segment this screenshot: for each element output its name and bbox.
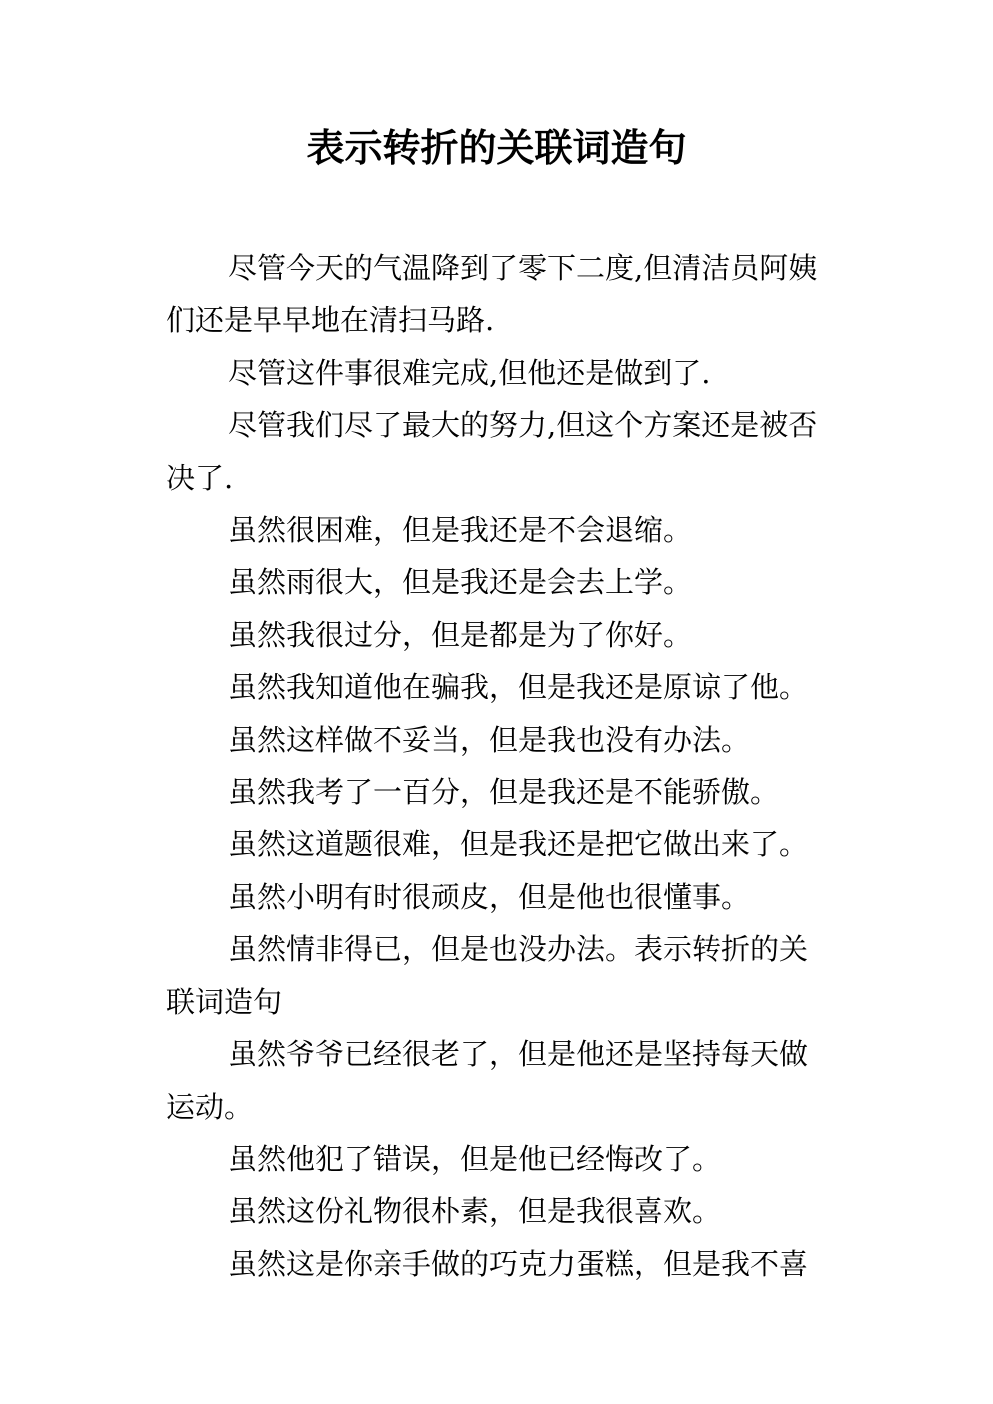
paragraph: 虽然我知道他在骗我，但是我还是原谅了他。 [228, 670, 809, 705]
paragraph: 虽然情非得已，但是也没办法。表示转折的关联词造句 [166, 932, 809, 1019]
document-title: 表示转折的关联词造句 [306, 126, 687, 170]
paragraph: 虽然很困难，但是我还是不会退缩。 [228, 513, 693, 548]
paragraph: 虽然我很过分，但是都是为了你好。 [228, 617, 693, 652]
paragraph: 虽然这份礼物很朴素，但是我很喜欢。 [228, 1194, 722, 1229]
paragraph: 尽管今天的气温降到了零下二度,但清洁员阿姨们还是早早地在清扫马路. [166, 251, 818, 338]
paragraph: 虽然爷爷已经很老了，但是他还是坚持每天做运动。 [166, 1037, 809, 1124]
paragraph: 虽然雨很大，但是我还是会去上学。 [228, 565, 693, 600]
document-body [166, 242, 826, 1290]
paragraph: 尽管我们尽了最大的努力,但这个方案还是被否决了. [166, 408, 818, 495]
paragraph: 虽然我考了一百分，但是我还是不能骄傲。 [228, 775, 780, 810]
paragraph: 虽然他犯了错误，但是他已经悔改了。 [228, 1141, 722, 1176]
paragraph: 虽然这道题很难，但是我还是把它做出来了。 [228, 827, 809, 862]
paragraph: 虽然这是你亲手做的巧克力蛋糕，但是我不喜 [228, 1246, 809, 1281]
paragraph: 尽管这件事很难完成,但他还是做到了. [228, 355, 711, 390]
paragraph: 虽然这样做不妥当，但是我也没有办法。 [228, 722, 751, 757]
paragraph: 虽然小明有时很顽皮，但是他也很懂事。 [228, 879, 751, 914]
